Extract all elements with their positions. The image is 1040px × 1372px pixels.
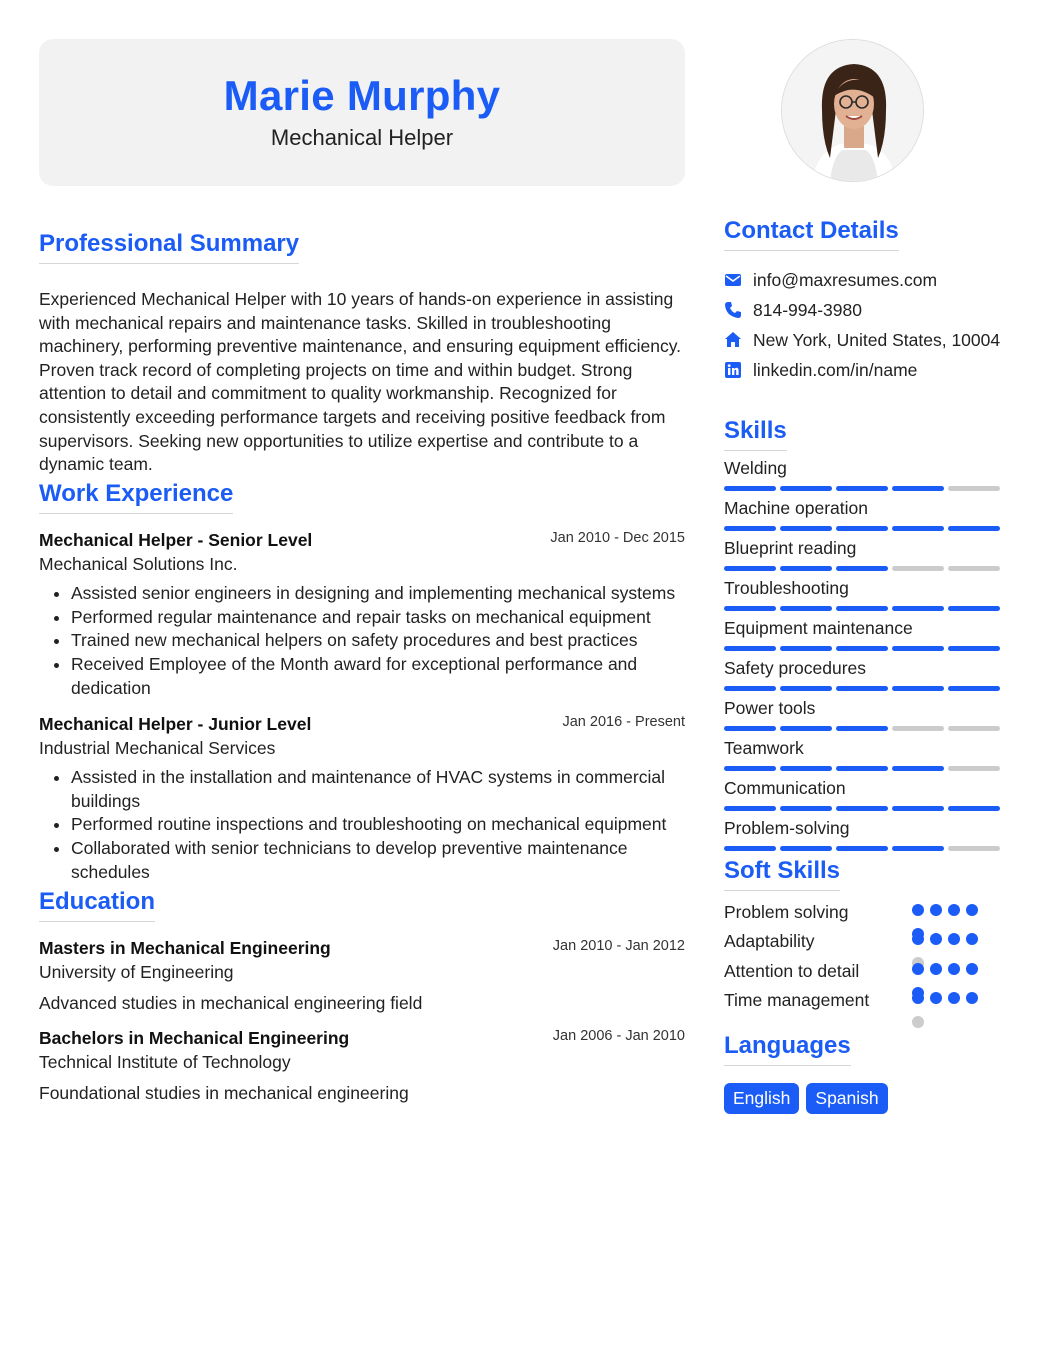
- skill-level-segment: [780, 726, 832, 731]
- contact-address-text: New York, United States, 10004: [753, 330, 1001, 350]
- skill-level-segment: [724, 566, 776, 571]
- rating-dot: [948, 904, 960, 916]
- skill-level-segment: [724, 766, 776, 771]
- job-bullet: • Received Employee of the Month award for exceptional performance and dedication: [71, 653, 685, 701]
- soft-skills-heading: Soft Skills: [724, 857, 840, 891]
- skill-name: Welding: [724, 457, 787, 478]
- skill-level-bar: [724, 606, 1004, 611]
- job-bullet: • Assisted in the installation and maintenance of HVAC systems in commercial buildings: [71, 766, 685, 814]
- rating-dot: [930, 992, 942, 1004]
- skill-level-segment: [892, 766, 944, 771]
- skill-level-segment: [836, 606, 888, 611]
- skill-name: Communication: [724, 777, 846, 798]
- job-bullet: • Performed routine inspections and troubleshooting on mechanical equipment: [71, 813, 685, 837]
- education-heading: Education: [39, 888, 155, 922]
- skill-name: Problem-solving: [724, 817, 850, 838]
- school-name: University of Engineering: [39, 961, 234, 982]
- skill-level-segment: [948, 686, 1000, 691]
- skills-list: [724, 457, 1004, 851]
- soft-skill-item: [724, 901, 1004, 931]
- skill-item: [724, 617, 1004, 651]
- candidate-title: Mechanical Helper: [270, 125, 454, 150]
- skill-level-segment: [780, 686, 832, 691]
- skill-level-segment: [892, 726, 944, 731]
- languages-section: [724, 1032, 1004, 1114]
- skill-level-segment: [892, 686, 944, 691]
- education-entry: [39, 936, 685, 1015]
- soft-skill-item: [724, 989, 1004, 1019]
- soft-skill-name: Attention to detail: [724, 960, 860, 981]
- summary-text: Experienced Mechanical Helper with 10 years of hands-on experience in assisting with mechanical repairs and maintenance tasks. Skilled in troubleshooting machinery, performing preventive maintenance, and ensuring equipment efficiency. Proven track record of completing projects on time and within budget. Strong attention to detail and commitment to quality workmanship. Recognized for consistently exceeding performance targets and receiving positive feedback from supervisors. Seeking new opportunities to utilize expertise and contribute to a dynamic team.: [39, 289, 682, 475]
- skill-level-segment: [780, 766, 832, 771]
- rating-dot: [966, 992, 978, 1004]
- job-title: Mechanical Helper - Junior Level: [39, 713, 312, 734]
- contact-linkedin-text: linkedin.com/in/name: [753, 360, 918, 380]
- rating-dot: [912, 992, 924, 1004]
- education-date: Jan 2010 - Jan 2012: [552, 937, 685, 954]
- skill-level-segment: [780, 566, 832, 571]
- job-entry: [39, 712, 685, 885]
- skill-level-segment: [724, 726, 776, 731]
- skill-item: [724, 497, 1004, 531]
- skill-name: Safety procedures: [724, 657, 867, 678]
- education-section: [39, 888, 685, 1105]
- job-bullet: • Assisted senior engineers in designing and implementing mechanical systems: [71, 582, 685, 606]
- skill-level-segment: [892, 566, 944, 571]
- contact-heading: Contact Details: [724, 217, 899, 251]
- skill-level-segment: [948, 526, 1000, 531]
- rating-dot: [966, 933, 978, 945]
- skill-level-segment: [948, 726, 1000, 731]
- phone-icon: [724, 301, 742, 319]
- skill-level-segment: [836, 646, 888, 651]
- profile-photo-image: [782, 40, 924, 182]
- skill-name: Power tools: [724, 697, 816, 718]
- soft-skill-name: Problem solving: [724, 901, 849, 922]
- language-badge: English: [724, 1083, 799, 1114]
- rating-dot: [912, 963, 924, 975]
- skill-level-segment: [836, 846, 888, 851]
- soft-skills-section: [724, 857, 1004, 1019]
- education-description: Foundational studies in mechanical engineering: [39, 1082, 409, 1103]
- skill-level-segment: [836, 486, 888, 491]
- sidebar-column: [724, 39, 1004, 1114]
- languages-list: [724, 1083, 1004, 1114]
- job-bullet: • Collaborated with senior technicians to develop preventive maintenance schedules: [71, 837, 685, 885]
- skill-level-segment: [780, 646, 832, 651]
- skill-level-segment: [836, 686, 888, 691]
- rating-dot: [930, 904, 942, 916]
- skill-item: [724, 817, 1004, 851]
- rating-dot: [948, 992, 960, 1004]
- rating-dot: [930, 963, 942, 975]
- experience-heading: Work Experience: [39, 480, 233, 514]
- soft-skill-name: Adaptability: [724, 931, 815, 951]
- job-company: Mechanical Solutions Inc.: [39, 553, 238, 574]
- language-badge: Spanish: [806, 1083, 887, 1114]
- skill-level-segment: [892, 486, 944, 491]
- soft-skills-list: [724, 901, 1004, 1019]
- degree-title: Bachelors in Mechanical Engineering: [39, 1027, 350, 1048]
- skill-level-bar: [724, 806, 1004, 811]
- skill-level-segment: [948, 846, 1000, 851]
- candidate-name: Marie Murphy: [223, 72, 501, 119]
- contact-linkedin[interactable]: [724, 359, 1004, 383]
- contact-phone-text: 814-994-3980: [753, 300, 862, 320]
- skills-section: [724, 417, 1004, 851]
- job-bullets: [39, 582, 685, 701]
- contact-list: [724, 269, 1004, 383]
- contact-email-text: info@maxresumes.com: [753, 270, 938, 290]
- skill-name: Equipment maintenance: [724, 617, 913, 638]
- skill-level-segment: [948, 566, 1000, 571]
- skill-name: Troubleshooting: [724, 577, 849, 598]
- skill-level-segment: [948, 606, 1000, 611]
- job-date: Jan 2010 - Dec 2015: [550, 529, 685, 546]
- rating-dot: [930, 933, 942, 945]
- soft-skill-rating: [912, 992, 992, 1040]
- resume-header: [39, 39, 685, 186]
- skill-item: [724, 457, 1004, 491]
- skill-level-segment: [836, 526, 888, 531]
- job-title: Mechanical Helper - Senior Level: [39, 529, 313, 550]
- skill-level-bar: [724, 566, 1004, 571]
- skill-level-segment: [724, 806, 776, 811]
- degree-title: Masters in Mechanical Engineering: [39, 937, 331, 958]
- skill-level-segment: [780, 606, 832, 611]
- job-entry: [39, 528, 685, 701]
- skill-item: [724, 737, 1004, 771]
- school-name: Technical Institute of Technology: [39, 1051, 291, 1072]
- job-date: Jan 2016 - Present: [562, 713, 685, 730]
- skill-level-segment: [724, 486, 776, 491]
- summary-section: [39, 230, 685, 477]
- education-description: Advanced studies in mechanical engineering field: [39, 992, 423, 1013]
- home-icon: [724, 331, 742, 349]
- job-bullets: [39, 766, 685, 885]
- skill-level-segment: [724, 646, 776, 651]
- rating-dot: [948, 933, 960, 945]
- soft-skill-item: [724, 960, 1004, 990]
- skill-level-segment: [948, 646, 1000, 651]
- envelope-icon: [724, 271, 742, 289]
- skill-item: [724, 537, 1004, 571]
- education-date: Jan 2006 - Jan 2010: [552, 1027, 685, 1044]
- contact-email[interactable]: [724, 269, 1004, 293]
- skill-level-bar: [724, 646, 1004, 651]
- skill-level-segment: [892, 806, 944, 811]
- skill-name: Blueprint reading: [724, 537, 857, 558]
- skill-item: [724, 657, 1004, 691]
- skill-level-segment: [780, 486, 832, 491]
- skill-item: [724, 697, 1004, 731]
- job-bullet: • Performed regular maintenance and repair tasks on mechanical equipment: [71, 606, 685, 630]
- soft-skill-item: [724, 930, 1004, 960]
- skill-level-segment: [836, 806, 888, 811]
- skill-level-segment: [892, 646, 944, 651]
- job-bullet: • Trained new mechanical helpers on safety procedures and best practices: [71, 629, 685, 653]
- experience-section: [39, 480, 685, 885]
- skill-level-bar: [724, 526, 1004, 531]
- skill-level-bar: [724, 726, 1004, 731]
- skill-level-segment: [780, 806, 832, 811]
- skill-level-segment: [948, 766, 1000, 771]
- skill-level-bar: [724, 686, 1004, 691]
- skill-item: [724, 777, 1004, 811]
- skill-level-segment: [948, 806, 1000, 811]
- rating-dot: [912, 1016, 924, 1028]
- contact-address: [724, 329, 1004, 353]
- skill-level-segment: [724, 686, 776, 691]
- skill-level-segment: [780, 846, 832, 851]
- soft-skill-name: Time management: [724, 990, 870, 1010]
- main-column: [39, 39, 685, 1105]
- education-entry: [39, 1026, 685, 1105]
- skill-item: [724, 577, 1004, 611]
- contact-phone[interactable]: [724, 299, 1004, 323]
- skill-level-segment: [948, 486, 1000, 491]
- skill-level-segment: [892, 526, 944, 531]
- summary-heading: Professional Summary: [39, 230, 299, 264]
- contact-section: [724, 217, 1004, 383]
- skill-level-segment: [724, 526, 776, 531]
- languages-heading: Languages: [724, 1032, 851, 1066]
- profile-photo: [781, 39, 924, 182]
- job-company: Industrial Mechanical Services: [39, 737, 276, 758]
- skill-level-segment: [780, 526, 832, 531]
- rating-dot: [912, 933, 924, 945]
- skill-level-segment: [892, 606, 944, 611]
- rating-dot: [912, 904, 924, 916]
- skill-level-bar: [724, 766, 1004, 771]
- rating-dot: [966, 904, 978, 916]
- skill-level-segment: [836, 766, 888, 771]
- linkedin-icon: [724, 361, 742, 379]
- skill-level-segment: [836, 566, 888, 571]
- skill-level-segment: [724, 606, 776, 611]
- skill-name: Teamwork: [724, 737, 804, 758]
- skill-level-segment: [892, 846, 944, 851]
- skill-level-bar: [724, 846, 1004, 851]
- skill-level-segment: [724, 846, 776, 851]
- skill-name: Machine operation: [724, 497, 868, 518]
- skill-level-bar: [724, 486, 1004, 491]
- rating-dot: [948, 963, 960, 975]
- rating-dot: [966, 963, 978, 975]
- skill-level-segment: [836, 726, 888, 731]
- skills-heading: Skills: [724, 417, 787, 451]
